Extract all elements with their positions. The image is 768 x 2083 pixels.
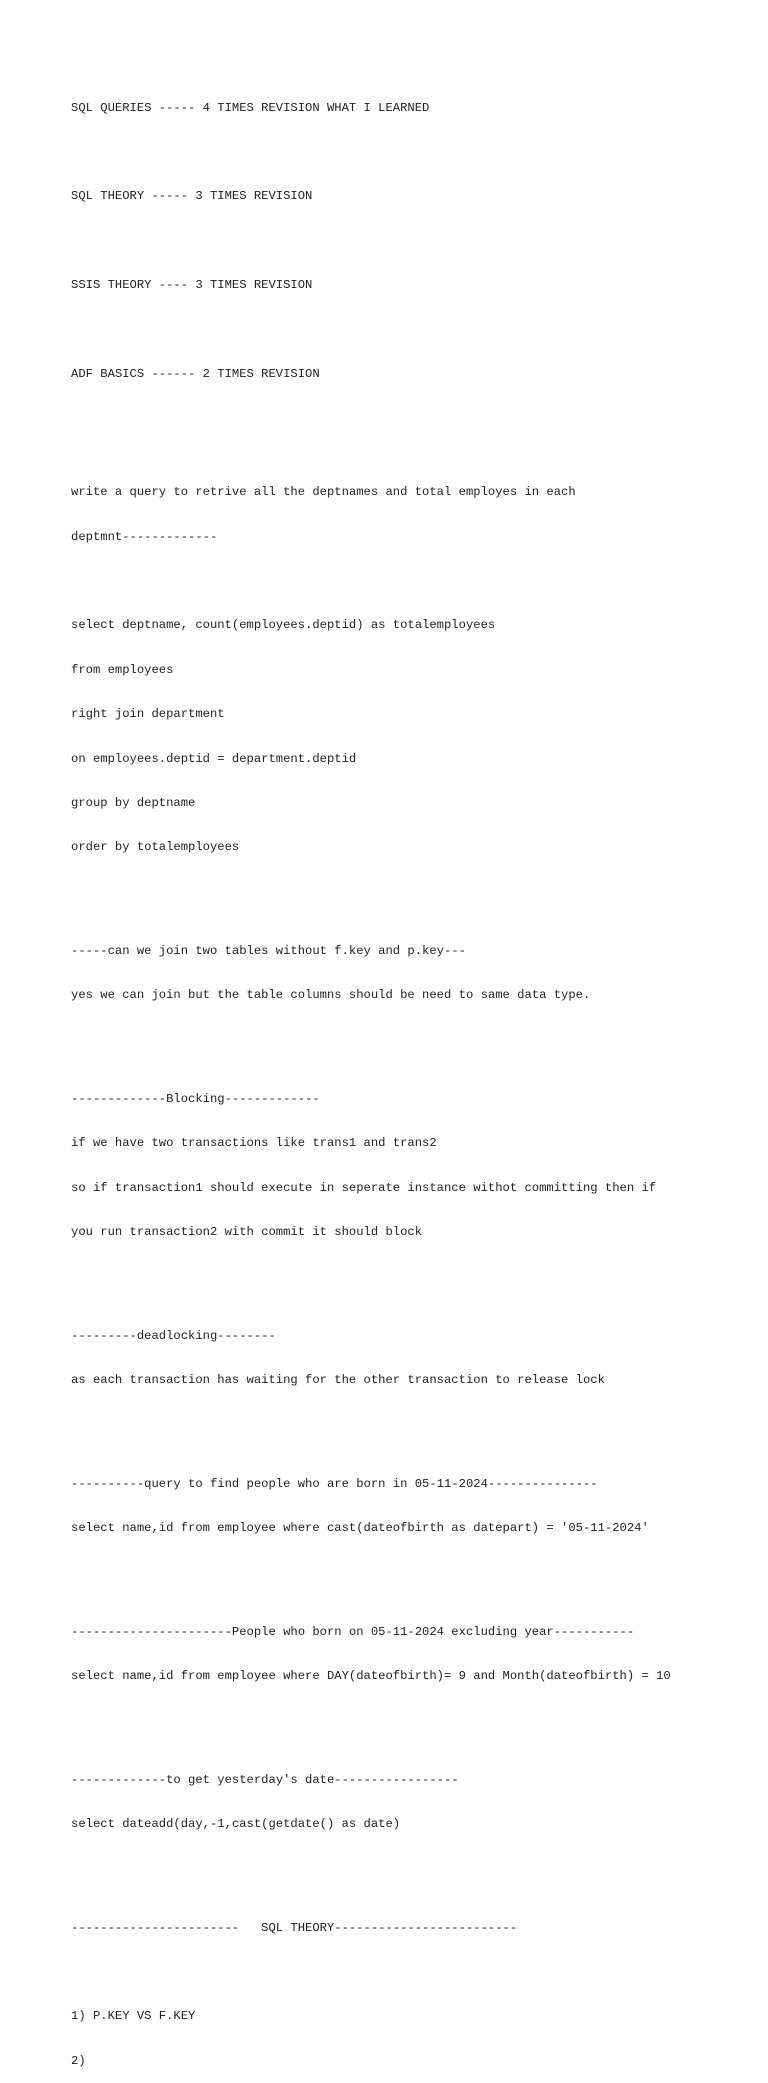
dept-query-code-line: group by deptname (71, 796, 196, 811)
blocking-line: if we have two transactions like trans1 and trans2 (71, 1136, 437, 1151)
dept-query-question-line1: write a query to retrive all the deptnames and total employes in each (71, 485, 576, 500)
dept-query-code-line: right join department (71, 707, 225, 722)
yesterday-query-code: select dateadd(day,-1,cast(getdate() as date) (71, 1817, 401, 1832)
deadlocking-line: as each transaction has waiting for the other transaction to release lock (71, 1373, 605, 1388)
revision-ssis-theory: SSIS THEORY ---- 3 TIMES REVISION (71, 278, 313, 293)
dept-query-code-line: select deptname, count(employees.deptid) as totalemployees (71, 618, 496, 633)
sql-theory-item: 2) (71, 2053, 86, 2068)
revision-adf-basics: ADF BASICS ------ 2 TIMES REVISION (71, 366, 320, 381)
dept-query-question-line2: deptmnt------------- (71, 529, 218, 544)
dept-query-code-line: from employees (71, 662, 174, 677)
deadlocking-heading: ---------deadlocking-------- (71, 1328, 276, 1343)
sql-theory-item: 1) P.KEY VS F.KEY (71, 2009, 196, 2024)
born-date-query-heading: ----------query to find people who are born in 05-11-2024--------------- (71, 1476, 598, 1491)
blocking-line: you run transaction2 with commit it should block (71, 1225, 423, 1240)
yesterday-query-heading: -------------to get yesterday's date----------------- (71, 1772, 459, 1787)
document-page (71, 71, 761, 2083)
dept-query-code-line: order by totalemployees (71, 840, 240, 855)
join-keys-answer: yes we can join but the table columns should be need to same data type. (71, 988, 591, 1003)
blocking-heading: -------------Blocking------------- (71, 1091, 320, 1106)
excluding-year-query-code: select name,id from employee where DAY(dateofbirth)= 9 and Month(dateofbirth) = 10 (71, 1669, 671, 1684)
born-date-query-code: select name,id from employee where cast(dateofbirth as datepart) = '05-11-2024' (71, 1521, 649, 1536)
revision-sql-queries: SQL QUERIES ----- 4 TIMES REVISION WHAT I LEARNED (71, 100, 430, 115)
join-keys-heading: -----can we join two tables without f.key and p.key--- (71, 944, 466, 959)
sql-theory-heading: ----------------------- SQL THEORY------------------------- (71, 1920, 518, 1935)
blocking-line: so if transaction1 should execute in seperate instance withot committing then if (71, 1180, 657, 1195)
excluding-year-query-heading: ----------------------People who born on 05-11-2024 excluding year----------- (71, 1624, 635, 1639)
revision-sql-theory: SQL THEORY ----- 3 TIMES REVISION (71, 189, 313, 204)
dept-query-code-line: on employees.deptid = department.deptid (71, 751, 357, 766)
